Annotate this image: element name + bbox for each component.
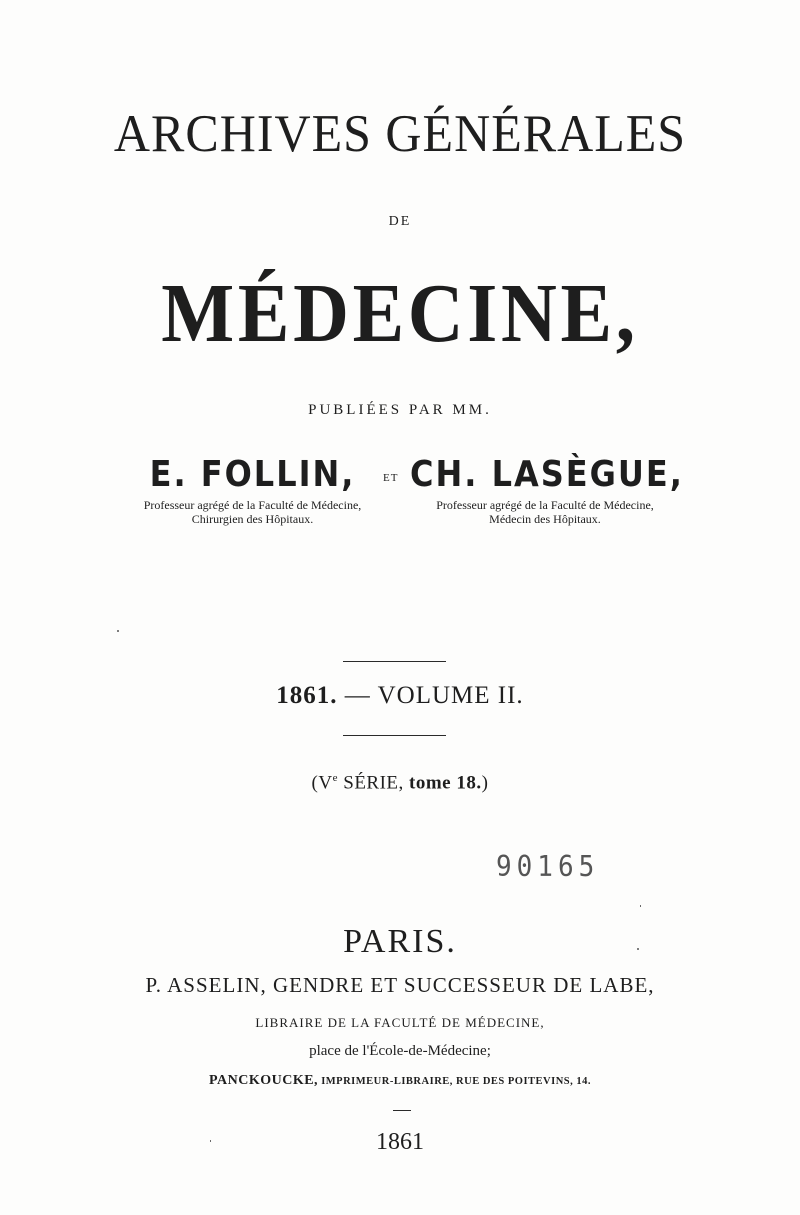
paper-speck [637, 948, 639, 950]
imprint-place: place de l'École-de-Médecine; [309, 1043, 491, 1059]
divider-rule-small [393, 1110, 411, 1111]
conjunction-et: ET [383, 472, 399, 484]
series-superscript: e [332, 772, 338, 784]
printer-name: PANCKOUCKE, [208, 1073, 319, 1088]
imprint-printer [0, 1074, 800, 1088]
paper-speck [640, 905, 641, 907]
imprint-publisher: P. ASSELIN, GENDRE ET SUCCESSEUR DE LABE, [145, 973, 655, 997]
volume-year: 1861. [276, 682, 338, 709]
author-role: Professeur agrégé de la Faculté de Médecine, [436, 497, 654, 512]
printer-address: IMPRIMEUR-LIBRAIRE, RUE DES POITEVINS, 14. [318, 1076, 592, 1087]
library-stamp-number: 90165 [496, 850, 600, 884]
divider-rule-top [343, 661, 446, 662]
paper-speck [210, 1140, 211, 1142]
imprint-library: LIBRAIRE DE LA FACULTÉ DE MÉDECINE, [255, 1015, 545, 1030]
volume-label: — VOLUME II. [344, 682, 524, 709]
imprint-year: 1861 [376, 1129, 424, 1155]
paper-speck [117, 630, 119, 632]
author-follin [110, 453, 395, 526]
series-middle: SÉRIE, [338, 772, 410, 794]
journal-title-line1: ARCHIVES GÉNÉRALES [113, 103, 687, 163]
published-by: PUBLIÉES PAR MM. [308, 402, 492, 418]
journal-title-de: DE [388, 214, 412, 229]
author-name: CH. LASÈGUE, [410, 453, 684, 495]
series-close: ) [481, 772, 489, 794]
journal-title-medecine: MÉDECINE, [161, 267, 639, 360]
divider-rule-bottom [343, 735, 446, 736]
author-institution: Chirurgien des Hôpitaux. [191, 511, 314, 526]
author-name: E. FOLLIN, [149, 453, 356, 495]
author-role: Professeur agrégé de la Faculté de Médecine, [143, 497, 362, 512]
series-tome: tome 18. [409, 772, 482, 794]
series-line [0, 773, 800, 792]
volume-line [0, 683, 800, 708]
author-lasegue [410, 453, 684, 526]
series-open: (V [311, 772, 333, 794]
author-institution: Médecin des Hôpitaux. [489, 511, 601, 526]
imprint-city: PARIS. [343, 923, 457, 960]
